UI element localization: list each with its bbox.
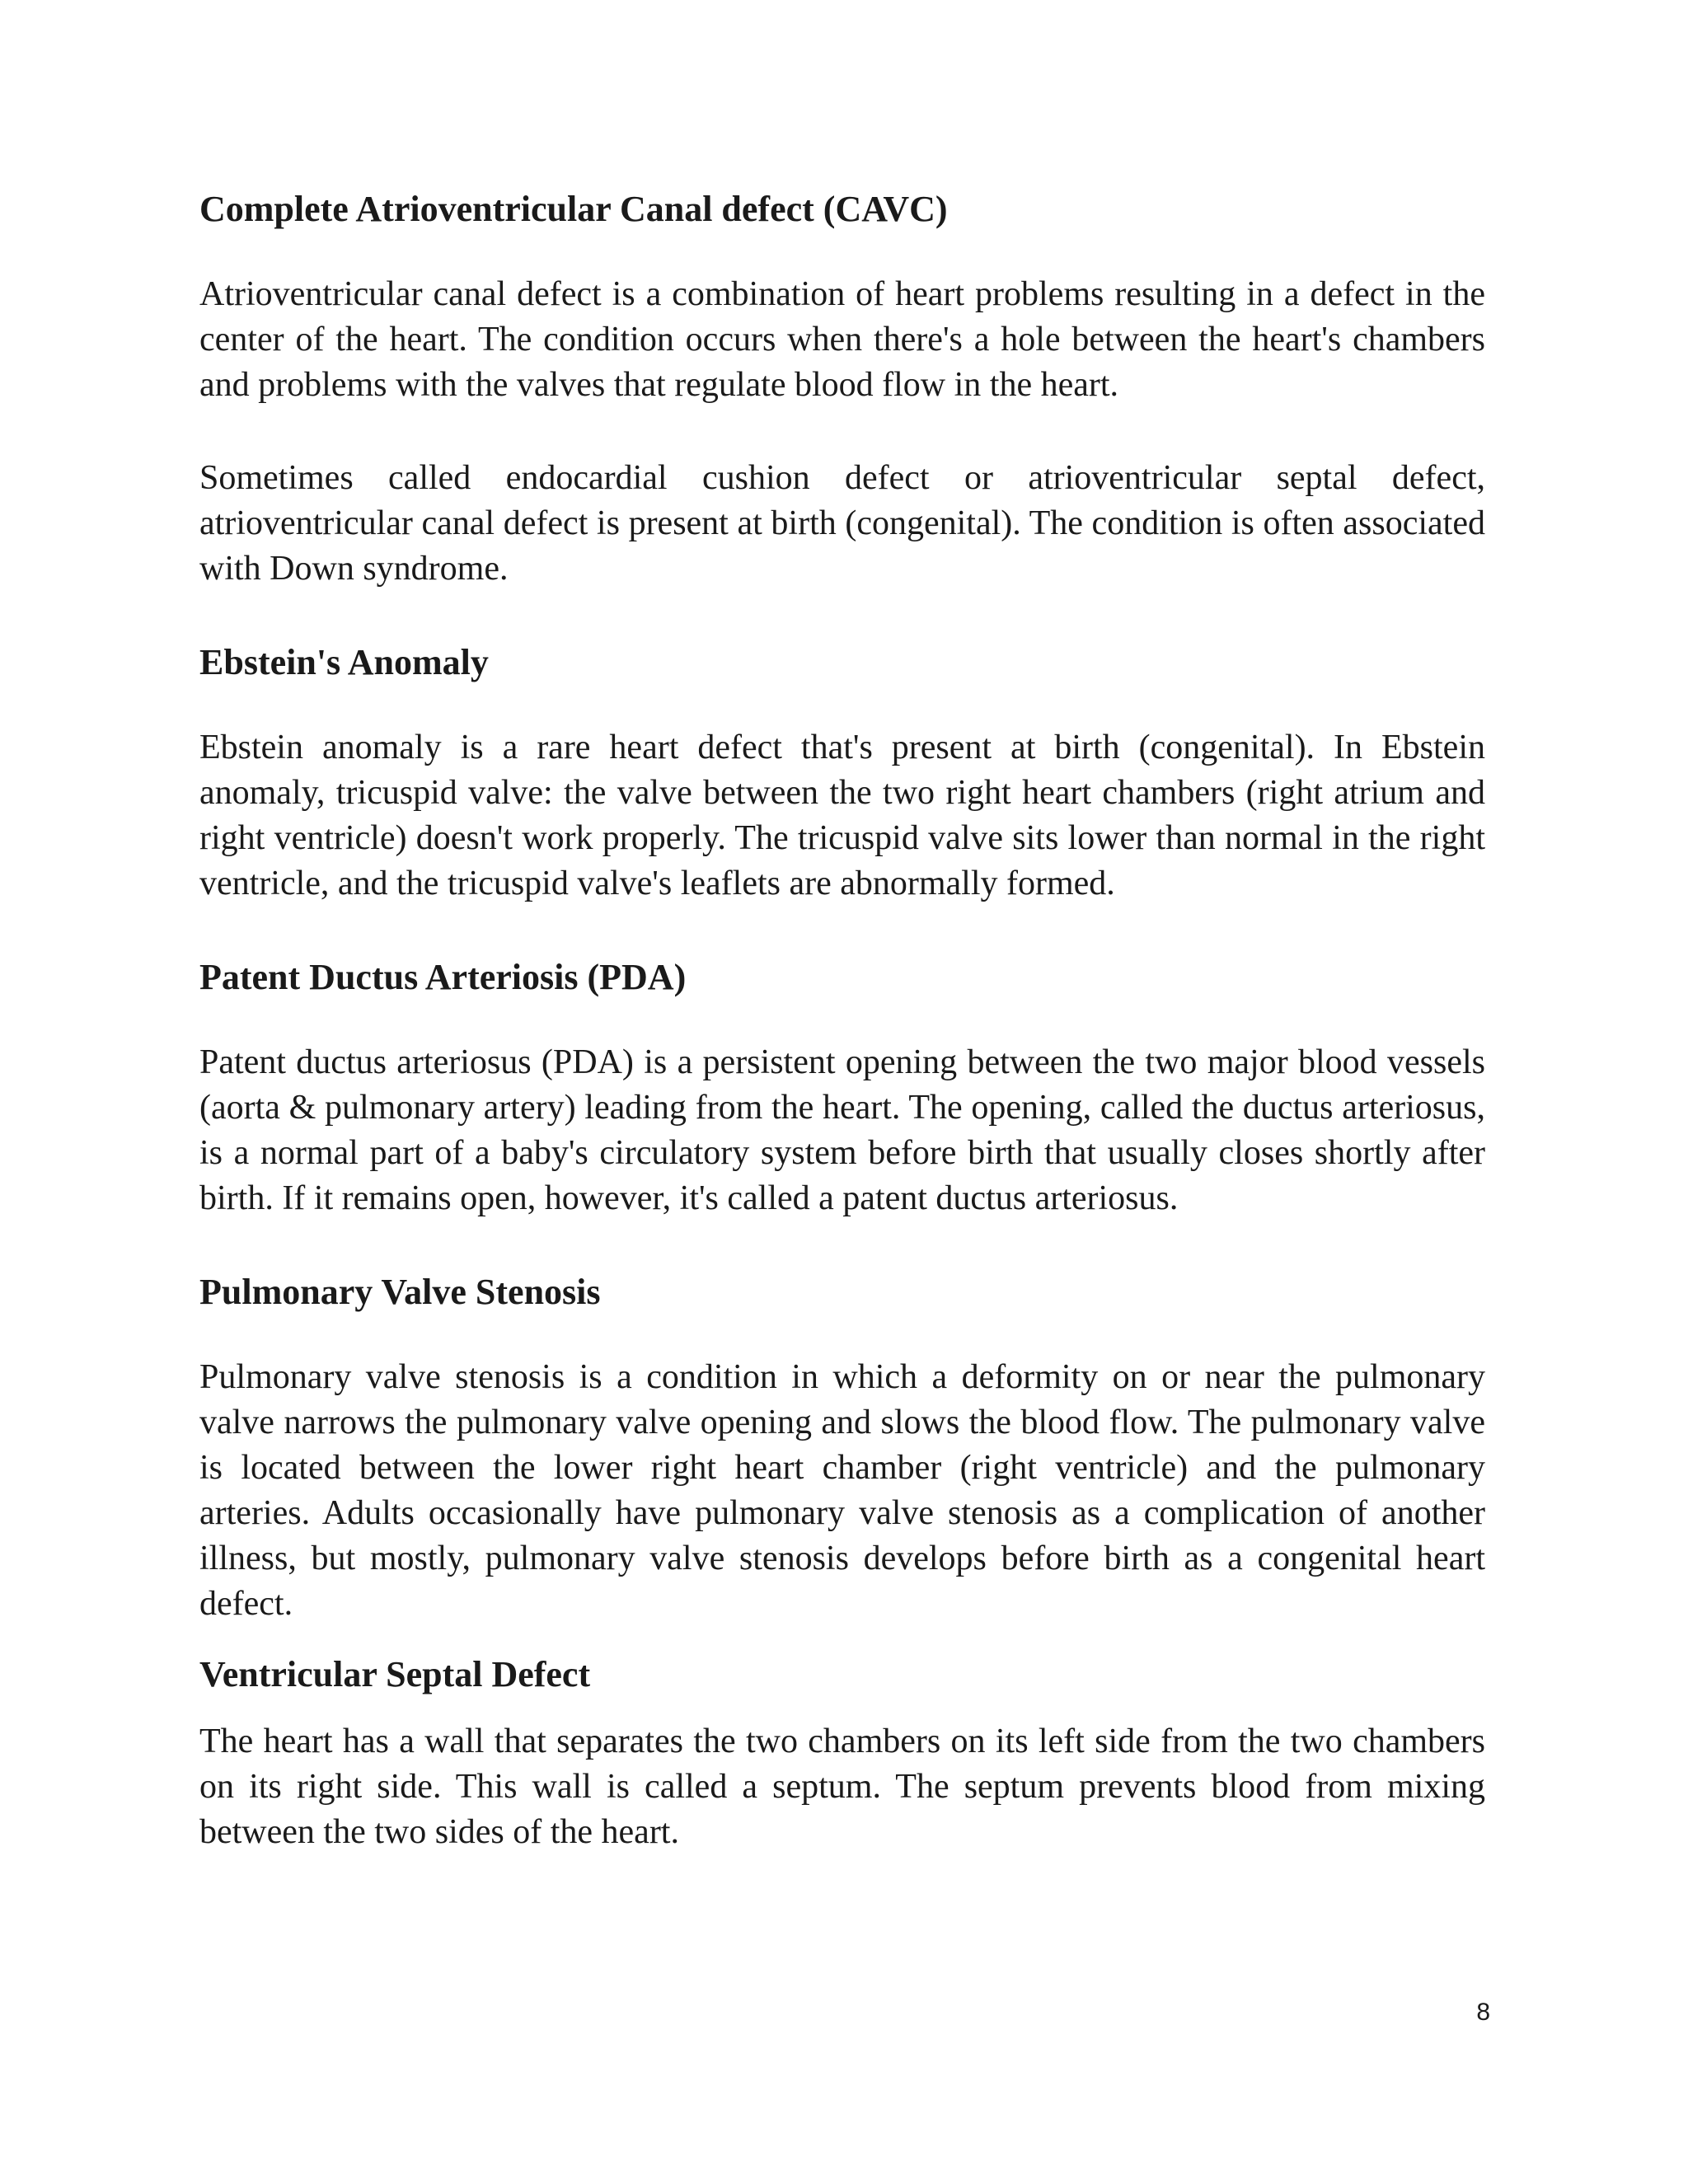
section-heading-pda: Patent Ductus Arteriosis (PDA) bbox=[199, 957, 687, 997]
paragraph-pda: Patent ductus arteriosus (PDA) is a persistent opening between the two major blood vessels (aorta & pulmonary artery) leading from the heart. The opening, called the ductus arteriosus, is a normal part of a baby's circulatory system before birth that usually closes shortly after birth. If it remains open, however, it's called a patent ductus arteriosus. bbox=[199, 1043, 1485, 1217]
paragraph-cavc-2: Sometimes called endocardial cushion defect or atrioventricular septal defect, atrioventricular canal defect is present at birth (congenital). The condition is often associated with Down syndrome. bbox=[199, 459, 1485, 588]
paragraph-vsd: The heart has a wall that separates the two chambers on its left side from the two chambers on its right side. This wall is called a septum. The septum prevents blood from mixing between the two sides of the heart. bbox=[199, 1722, 1485, 1851]
section-heading-pulmonary-stenosis: Pulmonary Valve Stenosis bbox=[199, 1272, 601, 1312]
section-heading-cavc: Complete Atrioventricular Canal defect (CAVC) bbox=[199, 189, 948, 229]
page-content bbox=[199, 186, 1485, 1855]
section-heading-vsd: Ventricular Septal Defect bbox=[199, 1654, 591, 1694]
paragraph-ebstein: Ebstein anomaly is a rare heart defect that's present at birth (congenital). In Ebstein anomaly, tricuspid valve: the valve between the two right heart chambers (right atrium and right ventricle) doesn't work properly. The tricuspid valve sits lower than normal in the right ventricle, and the tricuspid valve's leaflets are abnormally formed. bbox=[199, 729, 1485, 902]
page-number: 8 bbox=[1476, 1999, 1490, 2026]
paragraph-pulmonary-stenosis: Pulmonary valve stenosis is a condition in which a deformity on or near the pulmonary valve narrows the pulmonary valve opening and slows the blood flow. The pulmonary valve is located between the lower right heart chamber (right ventricle) and the pulmonary arteries. Adults occasionally have pulmonary valve stenosis as a complication of another illness, but mostly, pulmonary valve stenosis develops before birth as a congenital heart defect. bbox=[199, 1358, 1485, 1623]
section-heading-ebstein: Ebstein's Anomaly bbox=[199, 642, 489, 682]
paragraph-cavc-1: Atrioventricular canal defect is a combination of heart problems resulting in a defect in the center of the heart. The condition occurs when there's a hole between the heart's chambers and problems with the valves that regulate blood flow in the heart. bbox=[199, 275, 1485, 404]
